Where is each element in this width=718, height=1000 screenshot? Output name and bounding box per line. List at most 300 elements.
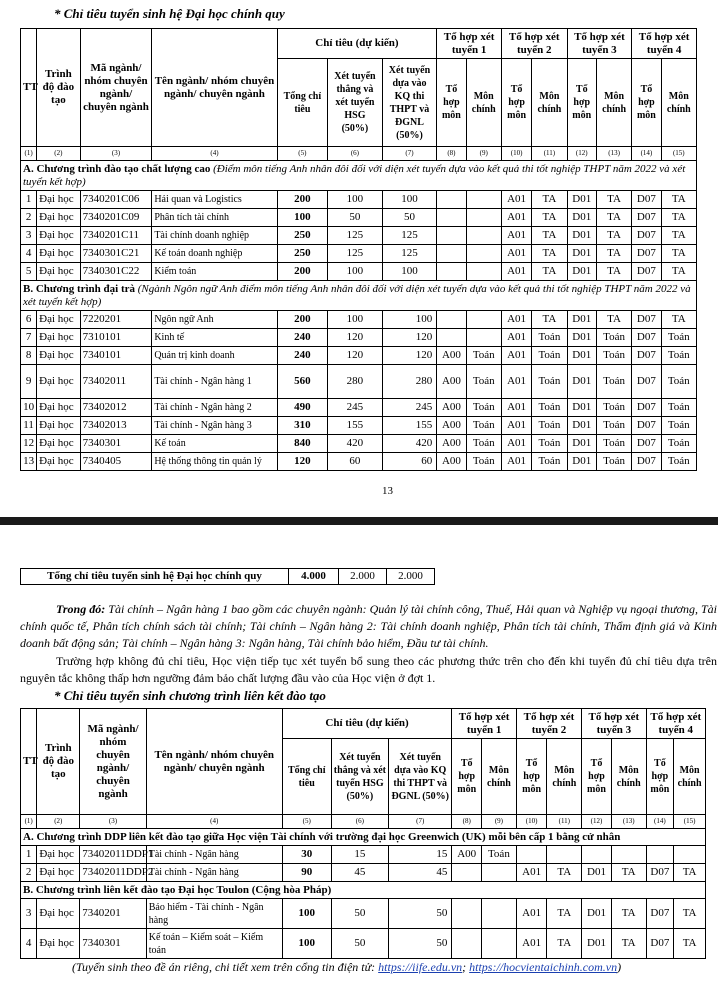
- cell-to-hop-4-chinh: [674, 846, 706, 864]
- cell-trinh-do: Đại học: [37, 399, 80, 417]
- column-number: (8): [437, 147, 466, 161]
- cell-to-hop-4-mon: D07: [632, 365, 661, 399]
- column-number: (13): [611, 815, 646, 829]
- header-mon-chinh: Môn chính: [611, 739, 646, 815]
- footer-note: [72, 960, 621, 975]
- cell-ma-nganh: 7340201C11: [80, 227, 152, 245]
- header-ten-nganh: Tên ngành/ nhóm chuyên ngành/ chuyên ngành: [146, 709, 282, 815]
- cell-xet-hsg: 50: [331, 929, 388, 959]
- cell-to-hop-2-chinh: Toán: [532, 329, 567, 347]
- header-tt: TT: [21, 29, 37, 147]
- cell-to-hop-1-chinh: Toán: [466, 435, 501, 453]
- cell-to-hop-1-mon: [437, 209, 466, 227]
- footer-prefix: (Tuyển sinh theo đề án riêng, chi tiết xem trên cổng tin điện tử:: [72, 960, 379, 974]
- cell-to-hop-2-chinh: TA: [532, 263, 567, 281]
- cell-to-hop-1-mon: A00: [452, 846, 482, 864]
- cell-trinh-do: Đại học: [37, 899, 80, 929]
- column-number: (11): [532, 147, 567, 161]
- cell-to-hop-4-mon: D07: [632, 191, 661, 209]
- cell-to-hop-2-mon: [516, 846, 547, 864]
- header-mon-chinh: Môn chính: [482, 739, 517, 815]
- cell-xet-kq: 100: [382, 263, 437, 281]
- cell-xet-kq: 45: [389, 864, 452, 882]
- cell-tong-chi-tieu: 840: [277, 435, 328, 453]
- cell-tong-chi-tieu: 200: [277, 191, 328, 209]
- footer-sep: ;: [462, 960, 470, 974]
- cell-tt: 4: [21, 929, 37, 959]
- cell-to-hop-1-chinh: [482, 929, 517, 959]
- cell-tong-chi-tieu: 490: [277, 399, 328, 417]
- header-tt: TT: [21, 709, 37, 815]
- cell-to-hop-2-chinh: TA: [532, 245, 567, 263]
- cell-to-hop-3-chinh: TA: [596, 263, 631, 281]
- section-note: (Ngành Ngôn ngữ Anh điểm môn tiếng Anh nhân đôi đối với diện xét tuyển dựa vào kết quả thi tốt nghiệp THPT năm 2022 và xét tuyển kết hợp): [23, 282, 691, 308]
- table-row: [21, 399, 697, 417]
- section2-heading: * Chỉ tiêu tuyển sinh chương trình liên kết đào tạo: [54, 688, 326, 703]
- cell-to-hop-1-chinh: [466, 227, 501, 245]
- cell-xet-hsg: 60: [328, 453, 383, 471]
- header-to-hop-3: Tổ hợp xét tuyển 3: [582, 709, 646, 739]
- table-row: [21, 329, 697, 347]
- cell-to-hop-1-mon: A00: [437, 399, 466, 417]
- header-tong-chi-tieu: Tổng chỉ tiêu: [282, 739, 331, 815]
- cell-to-hop-4-chinh: Toán: [661, 365, 696, 399]
- total-row-table: [20, 568, 435, 585]
- cell-to-hop-1-chinh: Toán: [466, 399, 501, 417]
- cell-xet-hsg: 100: [328, 311, 383, 329]
- cell-to-hop-3-mon: D01: [567, 435, 596, 453]
- cell-ten-nganh: Kế toán – Kiểm soát – Kiểm toán: [146, 929, 282, 959]
- cell-tt: 1: [21, 191, 37, 209]
- header-ten-nganh: Tên ngành/ nhóm chuyên ngành/ chuyên ngành: [152, 29, 277, 147]
- cell-to-hop-2-chinh: TA: [547, 864, 582, 882]
- cell-ten-nganh: Kiểm toán: [152, 263, 277, 281]
- cell-trinh-do: Đại học: [37, 929, 80, 959]
- column-number: (3): [80, 147, 152, 161]
- column-number: (11): [547, 815, 582, 829]
- cell-xet-kq: 125: [382, 245, 437, 263]
- table-row: [21, 245, 697, 263]
- cell-xet-kq: 245: [382, 399, 437, 417]
- cell-tong-chi-tieu: 250: [277, 227, 328, 245]
- cell-to-hop-1-mon: A00: [437, 435, 466, 453]
- cell-to-hop-2-chinh: Toán: [532, 347, 567, 365]
- cell-ten-nganh: Kế toán doanh nghiệp: [152, 245, 277, 263]
- cell-to-hop-1-chinh: Toán: [466, 365, 501, 399]
- section-title-cell: [21, 161, 697, 191]
- cell-to-hop-3-mon: D01: [567, 209, 596, 227]
- header-mon-chinh: Môn chính: [532, 59, 567, 147]
- cell-to-hop-4-chinh: Toán: [661, 329, 696, 347]
- header-to-hop-mon: Tổ hợp môn: [452, 739, 482, 815]
- column-number: (4): [152, 147, 277, 161]
- column-number: (13): [596, 147, 631, 161]
- cell-ten-nganh: Tài chính - Ngân hàng 3: [152, 417, 277, 435]
- cell-to-hop-3-mon: D01: [567, 245, 596, 263]
- table-row: [21, 365, 697, 399]
- header-trinh-do: Trình độ đào tạo: [37, 709, 80, 815]
- cell-to-hop-3-chinh: TA: [596, 311, 631, 329]
- note-text: Tài chính – Ngân hàng 1 bao gồm các chuyên ngành: Quản lý tài chính công, Thuế, Hải quan và Nghiệp vụ ngoại thương, Tài chính quốc tế, Phân tích chính sách tài chính; Tài chính – Ngân hàng 2: Tài chính doanh nghiệp, Phân tích tài chính, Thẩm định giá và Kinh doanh bất động sản; Tài chính – Ngân hàng 3: Ngân hàng, Tài chính bảo hiểm, Đầu tư tài chính.: [20, 602, 717, 650]
- cell-to-hop-2-chinh: TA: [532, 209, 567, 227]
- header-to-hop-3: Tổ hợp xét tuyển 3: [567, 29, 632, 59]
- cell-to-hop-3-chinh: [611, 846, 646, 864]
- cell-to-hop-2-chinh: Toán: [532, 453, 567, 471]
- cell-to-hop-1-mon: [437, 263, 466, 281]
- cell-to-hop-3-chinh: Toán: [596, 365, 631, 399]
- cell-to-hop-3-chinh: TA: [611, 899, 646, 929]
- header-tong-chi-tieu: Tổng chỉ tiêu: [277, 59, 328, 147]
- cell-to-hop-4-chinh: TA: [661, 263, 696, 281]
- cell-ma-nganh: 73402013: [80, 417, 152, 435]
- cell-tt: 4: [21, 245, 37, 263]
- cell-xet-hsg: 120: [328, 329, 383, 347]
- cell-to-hop-1-mon: [437, 227, 466, 245]
- cell-trinh-do: Đại học: [37, 209, 80, 227]
- cell-to-hop-4-mon: D07: [632, 329, 661, 347]
- cell-xet-kq: 50: [389, 899, 452, 929]
- header-ma-nganh: Mã ngành/ nhóm chuyên ngành/ chuyên ngành: [80, 29, 152, 147]
- cell-ma-nganh: 7340301C21: [80, 245, 152, 263]
- cell-ma-nganh: 73402012: [80, 399, 152, 417]
- cell-ten-nganh: Kinh tế: [152, 329, 277, 347]
- cell-xet-kq: 100: [382, 311, 437, 329]
- cell-to-hop-3-chinh: Toán: [596, 399, 631, 417]
- table-row: [21, 417, 697, 435]
- section-title: A. Chương trình DDP liên kết đào tạo giữa Học viện Tài chính với trường đại học Greenwich (UK) mỗi bên cấp 1 bằng cử nhân: [23, 830, 621, 843]
- cell-tt: 11: [21, 417, 37, 435]
- cell-to-hop-4-mon: D07: [632, 209, 661, 227]
- section-title: B. Chương trình liên kết đào tạo Đại học Toulon (Cộng hòa Pháp): [23, 883, 332, 896]
- column-number: (12): [567, 147, 596, 161]
- cell-to-hop-4-mon: D07: [632, 453, 661, 471]
- cell-ten-nganh: Hệ thống thông tin quản lý: [152, 453, 277, 471]
- cell-to-hop-2-chinh: TA: [532, 191, 567, 209]
- cell-ten-nganh: Bảo hiểm - Tài chính - Ngân hàng: [146, 899, 282, 929]
- cell-to-hop-1-chinh: [466, 311, 501, 329]
- column-number: (12): [582, 815, 612, 829]
- cell-xet-kq: 120: [382, 347, 437, 365]
- header-row: [21, 709, 706, 739]
- cell-to-hop-1-chinh: Toán: [466, 347, 501, 365]
- cell-to-hop-4-chinh: TA: [661, 209, 696, 227]
- cell-tong-chi-tieu: 90: [282, 864, 331, 882]
- cell-to-hop-3-chinh: Toán: [596, 417, 631, 435]
- cell-tong-chi-tieu: 30: [282, 846, 331, 864]
- note-lead: Trong đó:: [56, 602, 106, 616]
- cell-xet-kq: 155: [382, 417, 437, 435]
- cell-to-hop-4-mon: [646, 846, 674, 864]
- cell-to-hop-2-mon: A01: [516, 899, 547, 929]
- cell-trinh-do: Đại học: [37, 263, 80, 281]
- cell-ten-nganh: Tài chính - Ngân hàng 1: [152, 365, 277, 399]
- cell-to-hop-1-chinh: [466, 263, 501, 281]
- cell-ten-nganh: Ngôn ngữ Anh: [152, 311, 277, 329]
- cell-to-hop-3-mon: D01: [582, 864, 612, 882]
- cell-to-hop-2-chinh: Toán: [532, 399, 567, 417]
- cell-tt: 13: [21, 453, 37, 471]
- cell-to-hop-3-mon: D01: [567, 453, 596, 471]
- column-number: (15): [661, 147, 696, 161]
- cell-to-hop-4-chinh: Toán: [661, 347, 696, 365]
- cell-to-hop-1-chinh: [482, 899, 517, 929]
- header-chi-tieu: Chỉ tiêu (dự kiến): [282, 709, 452, 739]
- column-number: (5): [282, 815, 331, 829]
- cell-to-hop-1-mon: [437, 311, 466, 329]
- cell-ma-nganh: 7340201C06: [80, 191, 152, 209]
- cell-to-hop-4-chinh: Toán: [661, 453, 696, 471]
- cell-tt: 5: [21, 263, 37, 281]
- header-mon-chinh: Môn chính: [596, 59, 631, 147]
- column-number: (2): [37, 815, 80, 829]
- column-number: (1): [21, 815, 37, 829]
- cell-to-hop-3-mon: D01: [567, 417, 596, 435]
- cell-to-hop-4-chinh: TA: [661, 245, 696, 263]
- cell-to-hop-3-chinh: TA: [596, 191, 631, 209]
- cell-trinh-do: Đại học: [37, 846, 80, 864]
- cell-xet-kq: 50: [382, 209, 437, 227]
- header-to-hop-1: Tổ hợp xét tuyển 1: [437, 29, 502, 59]
- cell-to-hop-2-mon: A01: [501, 191, 531, 209]
- cell-tong-chi-tieu: 250: [277, 245, 328, 263]
- section-row: [21, 281, 697, 311]
- cell-xet-kq: 125: [382, 227, 437, 245]
- cell-trinh-do: Đại học: [37, 311, 80, 329]
- section-row: [21, 829, 706, 846]
- column-number: (9): [466, 147, 501, 161]
- table-row: [21, 864, 706, 882]
- link-iife[interactable]: https://iife.edu.vn: [378, 960, 463, 974]
- page-number: 13: [382, 485, 393, 497]
- column-number: (3): [80, 815, 146, 829]
- cell-to-hop-3-mon: D01: [567, 263, 596, 281]
- cell-xet-hsg: 280: [328, 365, 383, 399]
- column-number: (4): [146, 815, 282, 829]
- cell-ma-nganh: 73402011: [80, 365, 152, 399]
- cell-xet-hsg: 100: [328, 191, 383, 209]
- cell-ma-nganh: 73402011DDP1: [80, 846, 146, 864]
- cell-to-hop-4-chinh: Toán: [661, 435, 696, 453]
- page-separator: [0, 517, 718, 525]
- column-number: (10): [501, 147, 531, 161]
- table-row: [21, 227, 697, 245]
- header-ma-nganh: Mã ngành/ nhóm chuyên ngành/ chuyên ngành: [80, 709, 146, 815]
- cell-tt: 8: [21, 347, 37, 365]
- column-number: (14): [632, 147, 661, 161]
- table-row: [21, 209, 697, 227]
- table-row: [21, 263, 697, 281]
- cell-ten-nganh: Kế toán: [152, 435, 277, 453]
- cell-trinh-do: Đại học: [37, 435, 80, 453]
- paragraph-supplement: Trường hợp không đủ chỉ tiêu, Học viện tiếp tục xét tuyển bổ sung theo các phương thức trên cho đến khi tuyển đủ chỉ tiêu dựa trên nguyên tắc không thấp hơn ngưỡng đảm bảo chất lượng đầu vào của Học viện ở đợt 1.: [20, 654, 717, 685]
- header-to-hop-mon: Tổ hợp môn: [501, 59, 531, 147]
- cell-to-hop-1-chinh: Toán: [466, 453, 501, 471]
- cell-tt: 7: [21, 329, 37, 347]
- cell-ten-nganh: Tài chính - Ngân hàng: [146, 846, 282, 864]
- column-number: (8): [452, 815, 482, 829]
- cell-to-hop-4-chinh: TA: [661, 191, 696, 209]
- column-number: (6): [331, 815, 388, 829]
- header-to-hop-1: Tổ hợp xét tuyển 1: [452, 709, 516, 739]
- cell-to-hop-1-mon: A00: [437, 417, 466, 435]
- cell-ma-nganh: 7310101: [80, 329, 152, 347]
- header-xet-kq: Xét tuyển dựa vào KQ thi THPT và ĐGNL (50%): [389, 739, 452, 815]
- section-title-cell: [21, 829, 706, 846]
- cell-to-hop-3-chinh: Toán: [596, 435, 631, 453]
- cell-tong-chi-tieu: 240: [277, 347, 328, 365]
- cell-to-hop-2-chinh: Toán: [532, 365, 567, 399]
- header-to-hop-4: Tổ hợp xét tuyển 4: [632, 29, 697, 59]
- header-to-hop-mon: Tổ hợp môn: [516, 739, 547, 815]
- cell-xet-hsg: 245: [328, 399, 383, 417]
- cell-to-hop-1-mon: [437, 329, 466, 347]
- cell-tt: 2: [21, 864, 37, 882]
- cell-ten-nganh: Hải quan và Logistics: [152, 191, 277, 209]
- total-hsg: 2.000: [339, 569, 387, 585]
- header-to-hop-mon: Tổ hợp môn: [582, 739, 612, 815]
- column-number-row: [21, 147, 697, 161]
- cell-to-hop-4-chinh: TA: [674, 864, 706, 882]
- cell-to-hop-4-chinh: TA: [674, 899, 706, 929]
- cell-to-hop-2-chinh: [547, 846, 582, 864]
- cell-to-hop-2-mon: A01: [516, 864, 547, 882]
- column-number: (7): [382, 147, 437, 161]
- cell-to-hop-1-mon: A00: [437, 347, 466, 365]
- cell-to-hop-2-mon: A01: [501, 347, 531, 365]
- cell-tong-chi-tieu: 120: [277, 453, 328, 471]
- cell-to-hop-2-mon: A01: [501, 435, 531, 453]
- cell-xet-kq: 100: [382, 191, 437, 209]
- cell-to-hop-3-chinh: Toán: [596, 347, 631, 365]
- section-title: B. Chương trình đại trà: [23, 282, 136, 295]
- column-number: (9): [482, 815, 517, 829]
- section-title: A. Chương trình đào tạo chất lượng cao: [23, 162, 211, 175]
- column-number: (15): [674, 815, 706, 829]
- header-mon-chinh: Môn chính: [674, 739, 706, 815]
- cell-tt: 10: [21, 399, 37, 417]
- cell-ma-nganh: 7340405: [80, 453, 152, 471]
- cell-trinh-do: Đại học: [37, 227, 80, 245]
- header-to-hop-4: Tổ hợp xét tuyển 4: [646, 709, 705, 739]
- column-number: (6): [328, 147, 383, 161]
- cell-to-hop-3-chinh: TA: [611, 864, 646, 882]
- cell-tong-chi-tieu: 240: [277, 329, 328, 347]
- cell-ten-nganh: Tài chính - Ngân hàng: [146, 864, 282, 882]
- cell-trinh-do: Đại học: [37, 329, 80, 347]
- table-row: [21, 435, 697, 453]
- cell-tong-chi-tieu: 100: [282, 899, 331, 929]
- cell-to-hop-2-mon: A01: [501, 311, 531, 329]
- cell-to-hop-3-mon: D01: [567, 347, 596, 365]
- cell-ma-nganh: 73402011DDP2: [80, 864, 146, 882]
- cell-to-hop-4-mon: D07: [632, 311, 661, 329]
- cell-to-hop-2-chinh: Toán: [532, 417, 567, 435]
- cell-to-hop-1-mon: [437, 245, 466, 263]
- admission-table-joint: [20, 708, 706, 959]
- column-number: (7): [389, 815, 452, 829]
- cell-to-hop-2-mon: A01: [501, 453, 531, 471]
- cell-to-hop-3-mon: D01: [567, 311, 596, 329]
- header-xet-hsg: Xét tuyển thẳng và xét tuyển HSG (50%): [328, 59, 383, 147]
- section-row: [21, 161, 697, 191]
- cell-xet-kq: 120: [382, 329, 437, 347]
- cell-tong-chi-tieu: 310: [277, 417, 328, 435]
- cell-to-hop-2-mon: A01: [501, 209, 531, 227]
- header-to-hop-mon: Tổ hợp môn: [632, 59, 661, 147]
- column-number: (10): [516, 815, 547, 829]
- cell-to-hop-2-chinh: TA: [532, 311, 567, 329]
- column-number-row: [21, 815, 706, 829]
- cell-to-hop-1-chinh: [466, 329, 501, 347]
- table-row: [21, 899, 706, 929]
- footer-suffix: ): [617, 960, 622, 974]
- cell-xet-hsg: 155: [328, 417, 383, 435]
- cell-to-hop-4-mon: D07: [646, 929, 674, 959]
- cell-ma-nganh: 7340301C22: [80, 263, 152, 281]
- header-xet-hsg: Xét tuyển thẳng và xét tuyển HSG (50%): [331, 739, 388, 815]
- section-row: [21, 882, 706, 899]
- cell-tt: 6: [21, 311, 37, 329]
- header-row: [21, 29, 697, 59]
- cell-to-hop-3-chinh: TA: [611, 929, 646, 959]
- header-trinh-do: Trình độ đào tạo: [37, 29, 80, 147]
- cell-tt: 9: [21, 365, 37, 399]
- cell-tt: 2: [21, 209, 37, 227]
- cell-tt: 3: [21, 899, 37, 929]
- table-row: [21, 191, 697, 209]
- cell-ma-nganh: 7340201: [80, 899, 146, 929]
- cell-tt: 12: [21, 435, 37, 453]
- cell-to-hop-2-mon: A01: [516, 929, 547, 959]
- cell-to-hop-2-mon: A01: [501, 245, 531, 263]
- header-chi-tieu: Chỉ tiêu (dự kiến): [277, 29, 437, 59]
- section1-heading: * Chỉ tiêu tuyển sinh hệ Đại học chính quy: [54, 6, 285, 21]
- cell-to-hop-4-mon: D07: [632, 245, 661, 263]
- cell-to-hop-3-chinh: TA: [596, 227, 631, 245]
- cell-to-hop-1-chinh: Toán: [466, 417, 501, 435]
- cell-to-hop-3-chinh: TA: [596, 209, 631, 227]
- header-to-hop-2: Tổ hợp xét tuyển 2: [516, 709, 581, 739]
- cell-trinh-do: Đại học: [37, 347, 80, 365]
- cell-tong-chi-tieu: 200: [277, 263, 328, 281]
- cell-to-hop-2-chinh: TA: [547, 929, 582, 959]
- total-value: 4.000: [289, 569, 339, 585]
- total-kq: 2.000: [387, 569, 435, 585]
- cell-to-hop-2-mon: A01: [501, 417, 531, 435]
- table-row: [21, 347, 697, 365]
- cell-xet-kq: 15: [389, 846, 452, 864]
- cell-to-hop-2-mon: A01: [501, 227, 531, 245]
- cell-to-hop-4-mon: D07: [632, 347, 661, 365]
- cell-xet-hsg: 50: [331, 899, 388, 929]
- cell-tt: 1: [21, 846, 37, 864]
- cell-ma-nganh: 7340201C09: [80, 209, 152, 227]
- cell-to-hop-1-chinh: [466, 191, 501, 209]
- cell-to-hop-4-chinh: TA: [674, 929, 706, 959]
- column-number: (1): [21, 147, 37, 161]
- link-hocvientaichinh[interactable]: https://hocvientaichinh.com.vn: [469, 960, 618, 974]
- cell-to-hop-3-chinh: Toán: [596, 453, 631, 471]
- cell-xet-kq: 60: [382, 453, 437, 471]
- header-mon-chinh: Môn chính: [466, 59, 501, 147]
- cell-to-hop-3-chinh: TA: [596, 245, 631, 263]
- section-title-cell: [21, 882, 706, 899]
- header-to-hop-mon: Tổ hợp môn: [437, 59, 466, 147]
- cell-xet-hsg: 120: [328, 347, 383, 365]
- cell-ma-nganh: 7220201: [80, 311, 152, 329]
- cell-ten-nganh: Tài chính doanh nghiệp: [152, 227, 277, 245]
- cell-xet-hsg: 100: [328, 263, 383, 281]
